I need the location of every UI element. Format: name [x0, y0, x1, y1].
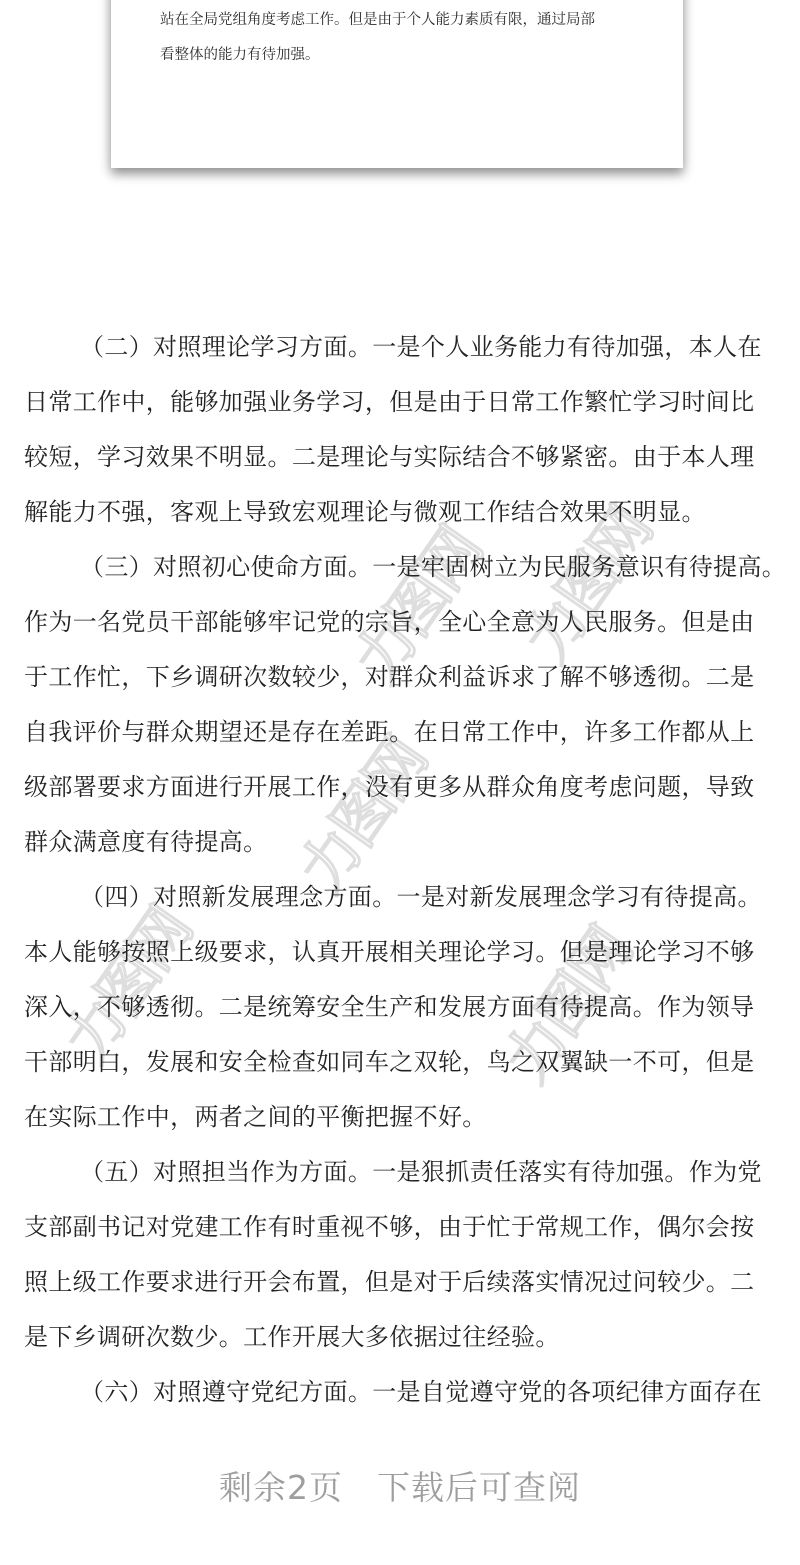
paragraph-section-3	[24, 540, 787, 870]
document-body	[24, 320, 787, 1420]
text-line: 级部署要求方面进行开展工作，没有更多从群众角度考虑问题，导致	[24, 773, 755, 801]
remaining-pages-label: 剩余2页	[219, 1468, 343, 1507]
text-line: 支部副书记对党建工作有时重视不够，由于忙于常规工作，偶尔会按	[24, 1213, 755, 1241]
text-line: （五）对照担当作为方面。一是狠抓责任落实有待加强。作为党	[80, 1158, 762, 1186]
preview-card-line: 站在全局党组角度考虑工作。但是由于个人能力素质有限，通过局部	[160, 12, 595, 28]
text-line: 群众满意度有待提高。	[24, 828, 268, 856]
preview-card-text	[160, 3, 650, 73]
watermark: 力图网	[511, 496, 665, 675]
paragraph-section-4	[24, 870, 770, 1145]
text-line: 干部明白，发展和安全检查如同车之双轮，鸟之双翼缺一不可，但是	[24, 1048, 755, 1076]
text-line: 是下乡调研次数少。工作开展大多依据过往经验。	[24, 1323, 560, 1351]
text-line: 深入，不够透彻。二是统筹安全生产和发展方面有待提高。作为领导	[24, 993, 755, 1021]
text-line: 日常工作中，能够加强业务学习，但是由于日常工作繁忙学习时间比	[24, 388, 755, 416]
preview-page-card	[111, 0, 683, 168]
preview-card-line: 看整体的能力有待加强。	[160, 47, 320, 63]
paragraph-section-6	[24, 1365, 770, 1420]
text-line: 照上级工作要求进行开会布置，但是对于后续落实情况过问较少。二	[24, 1268, 755, 1296]
watermark: 力图网	[286, 726, 440, 905]
paragraph-section-2	[24, 320, 770, 540]
text-line: （四）对照新发展理念方面。一是对新发展理念学习有待提高。	[80, 883, 762, 911]
paragraph-section-5	[24, 1145, 770, 1365]
text-line: 于工作忙，下乡调研次数较少，对群众利益诉求了解不够透彻。二是	[24, 663, 755, 691]
text-line: 解能力不强，客观上导致宏观理论与微观工作结合效果不明显。	[24, 498, 706, 526]
download-to-read-notice[interactable]	[0, 1462, 800, 1509]
watermark: 力图网	[491, 916, 645, 1095]
text-line: 较短，学习效果不明显。二是理论与实际结合不够紧密。由于本人理	[24, 443, 755, 471]
text-line: 作为一名党员干部能够牢记党的宗旨，全心全意为人民服务。但是由	[24, 608, 755, 636]
text-line: 在实际工作中，两者之间的平衡把握不好。	[24, 1103, 487, 1131]
text-line: 自我评价与群众期望还是存在差距。在日常工作中，许多工作都从上	[24, 718, 755, 746]
watermark: 力图网	[341, 516, 495, 695]
watermark: 力图网	[51, 896, 205, 1075]
text-line: （六）对照遵守党纪方面。一是自觉遵守党的各项纪律方面存在	[80, 1378, 762, 1406]
download-hint-label: 下载后可查阅	[377, 1468, 581, 1507]
text-line: （二）对照理论学习方面。一是个人业务能力有待加强，本人在	[80, 333, 762, 361]
text-line: 本人能够按照上级要求，认真开展相关理论学习。但是理论学习不够	[24, 938, 755, 966]
text-line: （三）对照初心使命方面。一是牢固树立为民服务意识有待提高。	[80, 553, 787, 581]
